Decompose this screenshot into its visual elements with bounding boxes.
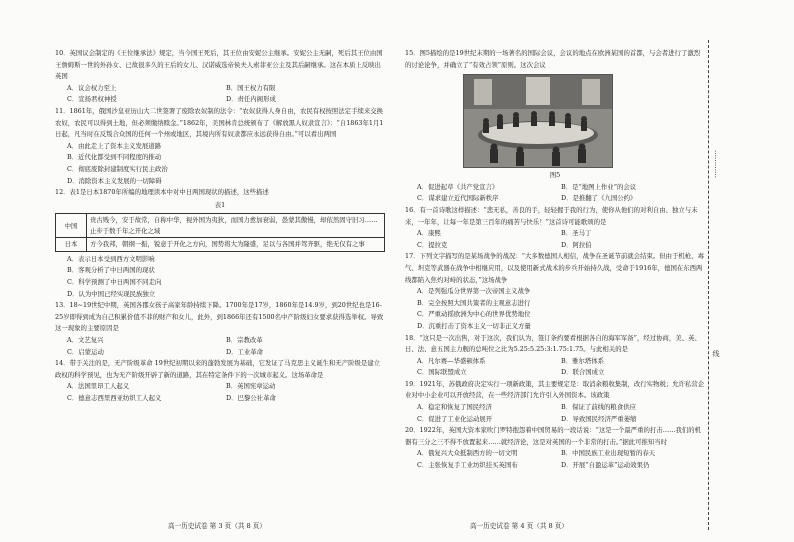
question-12-option-a: A．表示日本受到西方文明影响 bbox=[67, 254, 155, 263]
question-13-option-c: C．启蒙运动 bbox=[67, 347, 104, 356]
question-20-option-b: B．中国民族工业出现短暂的春天 bbox=[561, 449, 656, 458]
question-15-option-c: C．谋求建立近代国际新秩序 bbox=[417, 194, 499, 203]
question-20-options-row-1 bbox=[417, 448, 705, 460]
conference-illustration bbox=[464, 75, 612, 167]
binding-label-line: 线 bbox=[712, 350, 720, 357]
question-15-option-b: B．是“地图上作业”的会议 bbox=[561, 182, 637, 191]
question-16-option-d: D．阿拉伯 bbox=[561, 240, 592, 249]
table-row bbox=[56, 214, 385, 238]
question-17-option-c: C．严重动摇欧洲为中心的世界优势地位 bbox=[417, 310, 531, 319]
question-17-option-a: A．是列强瓜分世界第一次帝国主义战争 bbox=[417, 287, 531, 296]
question-18-options-row-1 bbox=[417, 356, 705, 368]
right-column bbox=[405, 48, 705, 472]
question-16-options-row-2 bbox=[417, 240, 705, 252]
question-18-options-row-2 bbox=[417, 367, 705, 379]
left-column bbox=[55, 48, 385, 405]
question-18-option-d: D．联合国成立 bbox=[561, 368, 605, 377]
question-10-options-row-2 bbox=[67, 94, 385, 106]
question-10-options-row-1 bbox=[67, 83, 385, 95]
question-19-options-row-2 bbox=[417, 414, 705, 426]
question-20-option-d: D．开展“自盈运革”运动效果仍 bbox=[561, 461, 650, 470]
question-20-option-a: A．俄复兴大众抵制西方的一切文明 bbox=[417, 449, 518, 458]
question-10-option-a: A．议会权力至上 bbox=[67, 83, 117, 92]
table-1 bbox=[55, 213, 385, 252]
question-14-options-row-1 bbox=[67, 381, 385, 393]
question-11-option-a: A．由此走上了资本主义发展道路 bbox=[67, 141, 162, 150]
question-11-option-c: C．彻底废除封建制度实行民主政治 bbox=[67, 164, 168, 173]
question-11-option-b: B．近代化都受到不同程度的推动 bbox=[67, 153, 162, 162]
question-15-options-row-1 bbox=[417, 182, 705, 194]
question-16-option-a: A．康熙 bbox=[417, 229, 441, 238]
question-14-options-row-2 bbox=[67, 393, 385, 405]
question-14-stem: 14．带于关注的是，无产阶级革命 19世纪初期以来的蓬勃发展为基础，它发证了马克思主义诞生和无产阶级是建立政权的科学预见，也为无产阶级开辟了新的道路，其在特定条件下的一次城市起义。这场革命是 bbox=[55, 359, 381, 379]
question-20-options-row-2 bbox=[417, 460, 705, 472]
table-cell-text: 方今我邦，朝纲一振，锐意于开化之方向，国势将大为隆盛，足以与各国并驾齐驱，绝无仅有之事 bbox=[87, 238, 385, 252]
question-13-options-row-2 bbox=[67, 347, 385, 359]
question-15-option-a: A．促进起草《共产党宣言》 bbox=[417, 182, 499, 191]
table-cell-country: 中国 bbox=[56, 214, 87, 238]
question-16-stem: 16．有一首诗歌这样描述：“悲无私，善良的手，轻轻握于我的行为，使你从他们的对利自由、独立与未来，一年年，让每一年是第三百年的痛苦与快乐！”这首诗可能歌颂的是 bbox=[405, 205, 698, 226]
question-18-option-a: A．凡尔赛—华盛顿体系 bbox=[417, 356, 486, 365]
question-12-stem: 12．表1是日本1870年所编的地理读本中对中日两国现状的描述，这些描述 bbox=[55, 188, 269, 197]
question-10-stem: 10．英国议会制定的《王位继承法》规定，当今国王死后，其王位由安妮公主继承。安妮公主无嗣，死后其王位由国王詹姆斯一世的外孙女、已故很多久的王后的女儿、汉诺威选帝侯夫人索菲亚公主及其后嗣继承。这在本质上反映出英国 bbox=[55, 49, 383, 81]
question-13-option-b: B．宗教改革 bbox=[226, 335, 263, 344]
table-row bbox=[56, 238, 385, 252]
question-16-option-b: B．圣马丁 bbox=[561, 229, 592, 238]
question-10-option-c: C．宣扬君权神授 bbox=[67, 95, 117, 104]
question-18-option-c: C．国际联盟成立 bbox=[417, 368, 467, 377]
question-17-stem: 17．下列文字描写的是某场战争的战况：“大多数德国人相信，战争在圣诞节前就会结束。但由于机枪、毒气、坦克等武器在战争中相继应用，以及使用新式战术的步兵开始持久战，受命于1916年，德国在东西两线都陷入焦灼对峙的状态，”这场战争 bbox=[405, 252, 704, 284]
question-12-option-d: D．认为中国已经实现民族独立 bbox=[67, 289, 156, 298]
figure-5-conference-photo bbox=[463, 74, 613, 168]
question-14-option-b: B．英国宪章运动 bbox=[226, 382, 276, 391]
question-18-option-b: B．雅尔塔体系 bbox=[561, 356, 605, 365]
question-20-option-c: C．主张恢复手工业坊织挂买英国布 bbox=[417, 461, 518, 470]
question-18-stem: 18．“这只是一次出售，对于这次，我们认为，签订条约要看根据各自的海军军备”，经过协商，美、英、日、法、意五国主力舰的总吨位之比为5.25:5.25:3:1.75:1.75。与此相关的是 bbox=[405, 333, 701, 354]
question-13-option-a: A．文艺复兴 bbox=[67, 335, 104, 344]
page-footer-right: 高一历史试卷 第 4 页（共 8 页） bbox=[470, 522, 568, 530]
question-13-options-row-1 bbox=[67, 335, 385, 347]
question-20-stem: 20．1922年，英国大资本家吹门罗特抱怨着中国贸易的一段话说：“这是一个最严重的打击……我们的机器有三分之三不得不放置起来……就经济论，这是对英国的一个非常的打击。”据此可推知当时 bbox=[405, 426, 702, 446]
table-cell-country: 日本 bbox=[56, 238, 87, 252]
question-14-option-d: D．巴黎公社革命 bbox=[226, 393, 276, 402]
question-16-option-c: C．提拉克 bbox=[417, 240, 448, 249]
question-17-option-b: B．完全按照大国共策者的主观意志进行 bbox=[417, 298, 531, 307]
question-11-option-d: D．消除资本主义发展的一切障碍 bbox=[67, 176, 162, 185]
question-19-option-c: C．促进了工业化运动展开 bbox=[417, 414, 493, 423]
question-14-option-a: A．法国里昂工人起义 bbox=[67, 382, 130, 391]
question-19-option-b: B．保证了前线的粮食供应 bbox=[561, 403, 636, 412]
question-15-options-row-2 bbox=[417, 193, 705, 205]
figure-5-caption: 图5 bbox=[549, 171, 561, 180]
question-15-stem: 15．图5描绘的是19世纪末期的一场著名的国际会议，会议的地点在欧洲某国的首都，与会者进行了激烈的讨论论争，并确立了“有效占领”原则。这次会议 bbox=[405, 49, 701, 69]
binding-dashed-line bbox=[708, 40, 709, 530]
question-17-option-d: D．沉重打击了资本主义一切非正义方量 bbox=[417, 321, 531, 330]
question-10-option-d: D．责任内阁形成 bbox=[226, 95, 276, 104]
question-12-option-b: B．客观分析了中日两国的现状 bbox=[67, 266, 155, 275]
question-14-option-c: C．德意志西里西亚纺织工人起义 bbox=[67, 393, 162, 402]
question-13-option-d: D．工业革命 bbox=[226, 347, 264, 356]
table-1-caption: 表1 bbox=[214, 200, 226, 209]
question-19-option-d: D．导致国民经济严重萎缩 bbox=[561, 414, 637, 423]
question-11-stem: 11．1861年，俄国沙皇亚历山大二世签署了废除农奴制的法令：“农奴获得人身自由，农民有权按照法定手续来交换农奴，农民可以得到土地，但必须缴纳赎金。”1862年，美国林肯总统颁布了《解放黑人奴隶宣言》：“自1863年1月1日起，凡当时在反叛合众国的任何一个州或地区，其境内所有奴隶都应永远获得自由。”可以看出两国 bbox=[55, 106, 384, 139]
question-19-options-row-1 bbox=[417, 402, 705, 414]
question-19-stem: 19．1921年，苏俄政府决定实行一项新政策，其主要规定是：取消余粮收集制，改行实物税；允许私营企业对中小企业可以开放经营，在一些经济部门允许引入外国资本。该政策 bbox=[405, 379, 705, 400]
question-19-option-a: A．稳定和恢复了国民经济 bbox=[417, 403, 492, 412]
question-16-options-row-1 bbox=[417, 228, 705, 240]
table-cell-text: 贵古贱今，安于故常，自称中华，视外国为夷狄，而国力愈加衰弱，愚蒙其傲慢，却依然固守旧习……止步于数千年之开化之域 bbox=[87, 214, 385, 238]
page-footer-left: 高一历史试卷 第 3 页（共 8 页） bbox=[168, 522, 266, 530]
question-12-option-c: C．科学预测了中日两国不同走向 bbox=[67, 278, 162, 286]
question-13-stem: 13．18~19世纪中期，英国各郡女孩子高家年龄持续下降。1700年是17岁，1860年是14.9岁，到20世纪也是16-25岁即得到成为自己积累价值不菲的财产和女儿，此外，到1866年还有1500名中产阶级妇女要求获得选举权。导致这一现象的主要原因是 bbox=[55, 301, 384, 333]
question-15-option-d: D．是推翻了《九国公约》 bbox=[561, 194, 637, 203]
question-10-option-b: B．国王权力有限 bbox=[226, 83, 276, 92]
binding-label-dots: ⋯⋯⋯⋯ bbox=[711, 150, 719, 178]
